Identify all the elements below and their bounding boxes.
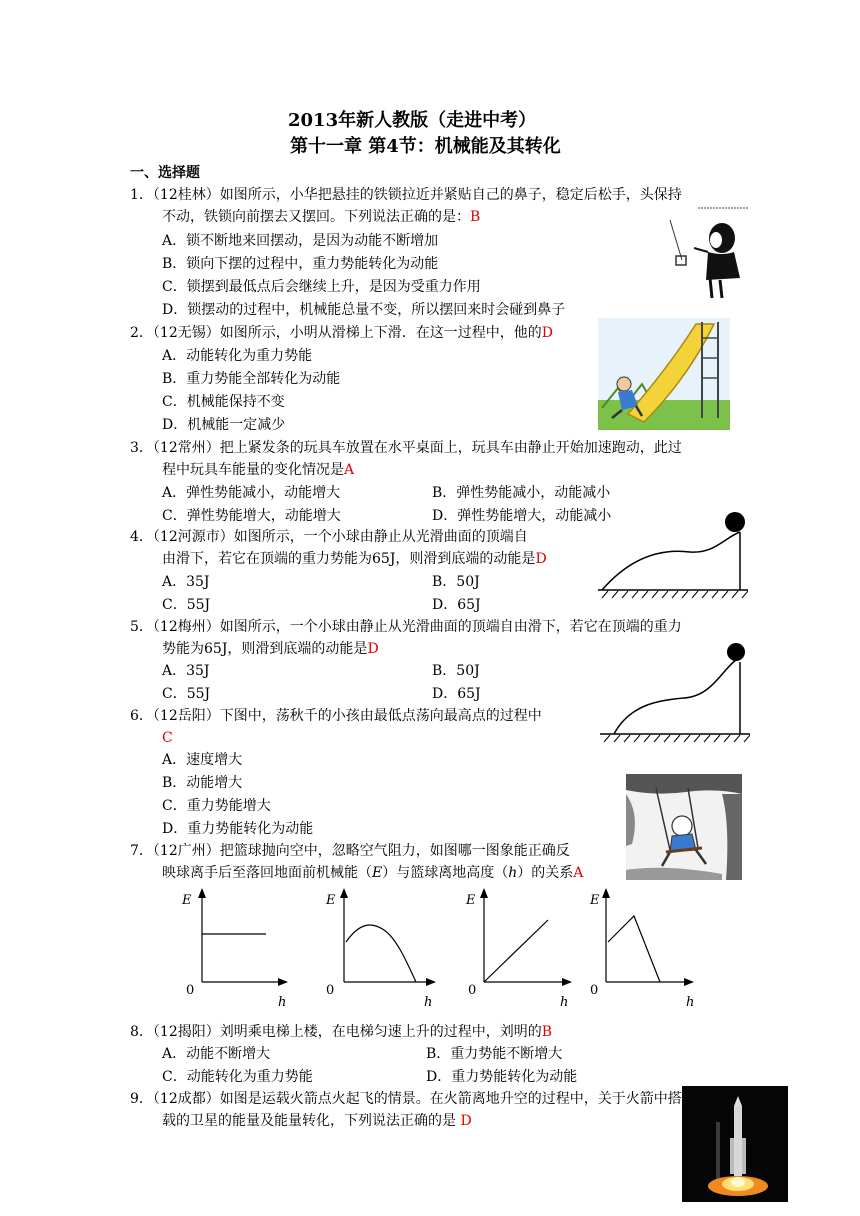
title-line-1: 2013年新人教版（走进中考） [288, 110, 537, 131]
q1-option-b: B．锁向下摆的过程中，重力势能转化为动能 [162, 256, 439, 272]
ball-ramp-figure-1 [598, 508, 748, 600]
q7-stem-line-1: 7．（12广州）把篮球抛向空中，忽略空气阻力，如图哪一图象能正确反 [130, 843, 570, 859]
q6-stem-line-1: 6．（12岳阳）下图中，荡秋千的小孩由最低点荡向最高点的过程中 [130, 708, 542, 724]
q4-option-c: C．55J [162, 597, 211, 613]
q4-option-b: B．50J [432, 574, 480, 590]
ball-ramp-figure-2 [600, 640, 750, 744]
energy-height-graph-a [176, 882, 296, 1008]
q2-option-a: A．动能转化为重力势能 [162, 348, 313, 364]
q1-option-c: C．锁摆到最低点后会继续上升，是因为受重力作用 [162, 279, 481, 295]
q4-stem-line-1: 4．（12河源市）如图所示，一个小球由静止从光滑曲面的顶端自 [130, 529, 528, 545]
q3-option-a: A．弹性势能减小，动能增大 [162, 485, 341, 501]
q2-answer: D [541, 325, 553, 341]
q9-stem-line-1: 9．（12成都）如图是运载火箭点火起飞的情景。在火箭离地升空的过程中，关于火箭中搭 [130, 1091, 682, 1107]
q7-answer: A [573, 865, 584, 881]
ground-hatching-1 [602, 591, 748, 598]
graph-a-x-label: h [278, 995, 287, 1008]
q1-option-d: D．锁摆动的过程中，机械能总量不变，所以摆回来时会碰到鼻子 [162, 302, 566, 318]
slide-figure [598, 318, 730, 430]
graph-d-x-label: h [686, 995, 695, 1008]
rocket-launch-figure [682, 1086, 788, 1202]
graph-b-x-label: h [424, 995, 433, 1008]
q5-stem-line-1: 5．（12梅州）如图所示，一个小球由静止从光滑曲面的顶端自由滑下，若它在顶端的重力 [130, 619, 682, 635]
q2-option-b: B．重力势能全部转化为动能 [162, 371, 341, 387]
graph-a-origin-label: 0 [186, 983, 195, 998]
graph-a-y-label: E [182, 893, 192, 908]
q5-option-b: B．50J [432, 663, 480, 679]
q4-option-a: A．35J [162, 574, 210, 590]
q5-answer: D [367, 641, 379, 657]
q4-answer: D [535, 551, 547, 567]
q2-option-d: D．机械能一定减少 [162, 417, 286, 433]
q1-stem-line-2: 不动，铁锁向前摆去又摆回。下列说法正确的是：B [162, 209, 481, 225]
q6-answer: C [162, 730, 173, 746]
graph-c-y-label: E [466, 893, 476, 908]
graph-d-y-label: E [590, 893, 600, 908]
q3-option-c: C．弹性势能增大，动能增大 [162, 508, 341, 524]
q5-stem-line-2: 势能为65J，则滑到底端的动能是D [162, 641, 379, 657]
section-heading: 一、选择题 [130, 165, 200, 181]
q1-stem-line-1: 1．（12桂林）如图所示，小华把悬挂的铁锁拉近并紧贴自己的鼻子，稳定后松手，头保持 [130, 187, 682, 203]
q5-option-a: A．35J [162, 663, 210, 679]
q6-option-c: C．重力势能增大 [162, 798, 271, 814]
q7-stem-line-2: 映球离手后至落回地面前机械能（E）与篮球离地高度（h）的关系A [162, 865, 584, 881]
q8-option-a: A．动能不断增大 [162, 1046, 271, 1062]
q2-option-c: C．机械能保持不变 [162, 394, 285, 410]
q8-option-d: D．重力势能转化为动能 [426, 1069, 578, 1085]
q6-option-a: A．速度增大 [162, 752, 243, 768]
q3-option-d: D．弹性势能增大，动能减小 [432, 508, 612, 524]
q7-e-variable: E [372, 865, 383, 881]
q3-stem-line-2: 程中玩具车能量的变化情况是A [162, 462, 355, 478]
q8-option-c: C．动能转化为重力势能 [162, 1069, 313, 1085]
q8-stem-line-1: 8．（12揭阳）刘明乘电梯上楼，在电梯匀速上升的过程中，刘明的B [130, 1024, 553, 1040]
q3-answer: A [344, 462, 355, 478]
q7-h-variable: h [508, 865, 518, 881]
girl-pendulum-figure [650, 200, 750, 300]
q1-answer: B [470, 209, 481, 225]
graph-c-x-label: h [560, 995, 569, 1008]
q9-stem-line-2: 载的卫星的能量及能量转化，下列说法正确的是 D [162, 1113, 472, 1129]
q3-stem-line-1: 3．（12常州）把上紧发条的玩具车放置在水平桌面上，玩具车由静止开始加速跑动，此过 [130, 440, 682, 456]
q4-option-d: D．65J [432, 597, 481, 613]
q5-option-d: D．65J [432, 686, 481, 702]
title-line-2: 第十一章 第4节：机械能及其转化 [290, 136, 561, 157]
q6-option-d: D．重力势能转化为动能 [162, 821, 314, 837]
q8-answer: B [541, 1024, 553, 1040]
energy-height-graph-b [324, 882, 444, 1008]
q3-option-b: B．弹性势能减小，动能减小 [432, 485, 611, 501]
q6-option-b: B．动能增大 [162, 775, 243, 791]
graph-c-origin-label: 0 [468, 983, 477, 998]
graph-d-origin-label: 0 [590, 983, 599, 998]
energy-height-graph-c [460, 882, 580, 1008]
graph-b-y-label: E [326, 893, 336, 908]
energy-height-graph-d [586, 882, 706, 1008]
q4-stem-line-2: 由滑下，若它在顶端的重力势能为65J，则滑到底端的动能是D [162, 551, 547, 567]
ground-hatching-2 [604, 735, 750, 742]
q1-option-a: A．锁不断地来回摆动，是因为动能不断增加 [162, 233, 439, 249]
q8-option-b: B．重力势能不断增大 [426, 1046, 563, 1062]
q9-answer: D [460, 1113, 472, 1129]
q5-option-c: C．55J [162, 686, 211, 702]
swing-figure [626, 774, 742, 880]
graph-b-origin-label: 0 [326, 983, 335, 998]
q2-stem-line-1: 2．（12无锡）如图所示，小明从滑梯上下滑．在这一过程中，他的D [130, 325, 553, 341]
